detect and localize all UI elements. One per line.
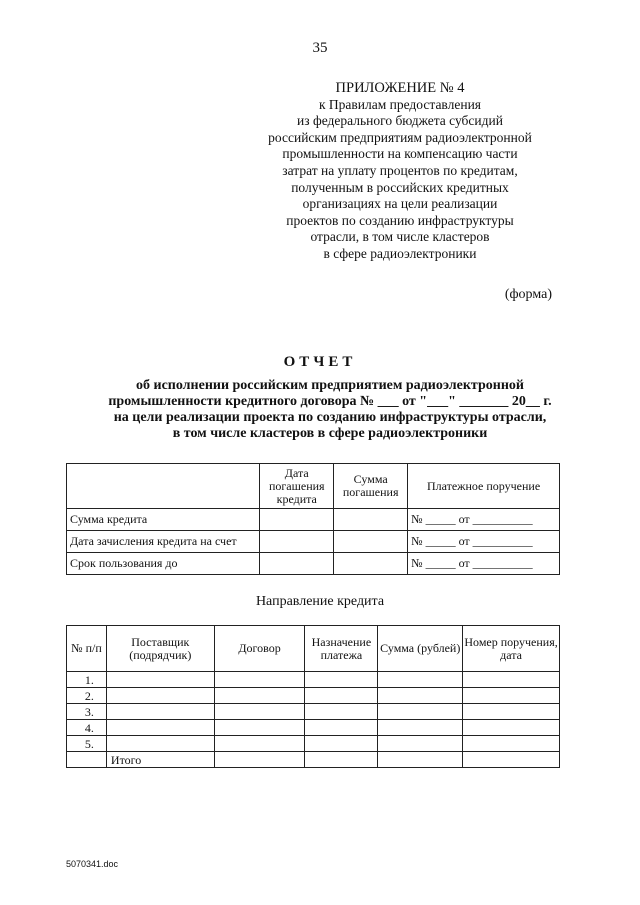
appendix-line: российским предприятиям радиоэлектронной — [268, 129, 532, 145]
table-cell[interactable] — [334, 531, 408, 553]
direction-table-header — [67, 626, 560, 672]
table-cell[interactable] — [106, 688, 214, 704]
table-cell[interactable] — [305, 704, 378, 720]
payment-order-cell[interactable]: № _____ от __________ — [408, 509, 560, 531]
header-cell: Номер поручения, дата — [463, 626, 560, 672]
appendix-line: к Правилам предоставления — [318, 96, 482, 112]
credit-table — [66, 463, 560, 575]
report-subtitle-line: промышленности кредитного договора № ___ от "___" _______ 20__ г. — [108, 394, 552, 409]
table-cell[interactable] — [463, 704, 560, 720]
report-subtitle-line: на цели реализации проекта по созданию инфраструктуры отрасли, — [113, 410, 547, 425]
table-cell[interactable] — [305, 736, 378, 752]
table-cell[interactable] — [214, 672, 305, 688]
table-cell[interactable] — [214, 688, 305, 704]
table-cell[interactable] — [378, 736, 463, 752]
table-row — [67, 736, 560, 752]
table-cell — [67, 752, 107, 768]
row-number: 1. — [67, 672, 107, 688]
row-number: 4. — [67, 720, 107, 736]
table-row — [67, 553, 560, 575]
report-subtitle-line: об исполнении российским предприятием радиоэлектронной — [136, 378, 524, 393]
table-row — [67, 531, 560, 553]
appendix-header — [240, 80, 560, 263]
report-subtitle — [40, 378, 620, 442]
row-label: Срок пользования до — [67, 553, 260, 575]
table-cell[interactable] — [106, 704, 214, 720]
table-row — [67, 688, 560, 704]
direction-title: Направление кредита — [255, 594, 385, 609]
header-cell: Дата погашения кредита — [260, 464, 334, 509]
header-cell: Поставщик (подрядчик) — [106, 626, 214, 672]
row-label: Дата зачисления кредита на счет — [67, 531, 260, 553]
row-number: 2. — [67, 688, 107, 704]
header-cell: № п/п — [67, 626, 107, 672]
table-cell[interactable] — [260, 531, 334, 553]
payment-order-cell[interactable]: № _____ от __________ — [408, 531, 560, 553]
header-cell: Сумма погашения — [334, 464, 408, 509]
table-cell[interactable] — [305, 688, 378, 704]
table-cell[interactable] — [463, 736, 560, 752]
table-cell[interactable] — [260, 509, 334, 531]
credit-table-header — [67, 464, 560, 509]
footer-filename: 5070341.doc — [66, 859, 119, 869]
header-cell — [67, 464, 260, 509]
table-cell[interactable] — [214, 752, 305, 768]
table-cell[interactable] — [378, 720, 463, 736]
table-cell[interactable] — [334, 553, 408, 575]
table-cell[interactable] — [463, 752, 560, 768]
total-label: Итого — [106, 752, 214, 768]
report-title: ОТЧЕТ — [283, 354, 357, 370]
row-label: Сумма кредита — [67, 509, 260, 531]
table-cell[interactable] — [214, 736, 305, 752]
appendix-title: ПРИЛОЖЕНИЕ № 4 — [335, 80, 465, 96]
table-cell[interactable] — [305, 752, 378, 768]
table-cell[interactable] — [305, 672, 378, 688]
appendix-line: промышленности на компенсацию части — [282, 146, 518, 162]
table-cell[interactable] — [305, 720, 378, 736]
table-cell[interactable] — [378, 704, 463, 720]
appendix-line: из федерального бюджета субсидий — [297, 113, 503, 129]
direction-table — [66, 625, 560, 768]
table-row — [67, 509, 560, 531]
appendix-line: проектов по созданию инфраструктуры — [286, 212, 514, 228]
table-cell[interactable] — [463, 720, 560, 736]
table-cell[interactable] — [106, 720, 214, 736]
header-cell: Платежное поручение — [408, 464, 560, 509]
table-cell[interactable] — [260, 553, 334, 575]
header-cell: Договор — [214, 626, 305, 672]
appendix-line: в сфере радиоэлектроники — [323, 245, 477, 261]
row-number: 3. — [67, 704, 107, 720]
table-cell[interactable] — [334, 509, 408, 531]
total-row — [67, 752, 560, 768]
page-number: 35 — [312, 40, 328, 56]
table-cell[interactable] — [214, 720, 305, 736]
table-cell[interactable] — [378, 672, 463, 688]
table-cell[interactable] — [463, 688, 560, 704]
table-cell[interactable] — [106, 736, 214, 752]
table-cell[interactable] — [378, 688, 463, 704]
header-cell: Сумма (рублей) — [378, 626, 463, 672]
row-number: 5. — [67, 736, 107, 752]
appendix-line: отрасли, в том числе кластеров — [310, 229, 490, 245]
table-cell[interactable] — [378, 752, 463, 768]
table-row — [67, 720, 560, 736]
form-label: (форма) — [504, 287, 552, 302]
payment-order-cell[interactable]: № _____ от __________ — [408, 553, 560, 575]
table-cell[interactable] — [214, 704, 305, 720]
table-row — [67, 704, 560, 720]
appendix-line: полученным в российских кредитных — [291, 179, 509, 195]
table-cell[interactable] — [106, 672, 214, 688]
appendix-line: организациях на цели реализации — [302, 196, 498, 212]
table-cell[interactable] — [463, 672, 560, 688]
appendix-line: затрат на уплату процентов по кредитам, — [282, 162, 518, 178]
report-subtitle-line: в том числе кластеров в сфере радиоэлектроники — [172, 426, 488, 441]
table-row — [67, 672, 560, 688]
header-cell: Назначение платежа — [305, 626, 378, 672]
